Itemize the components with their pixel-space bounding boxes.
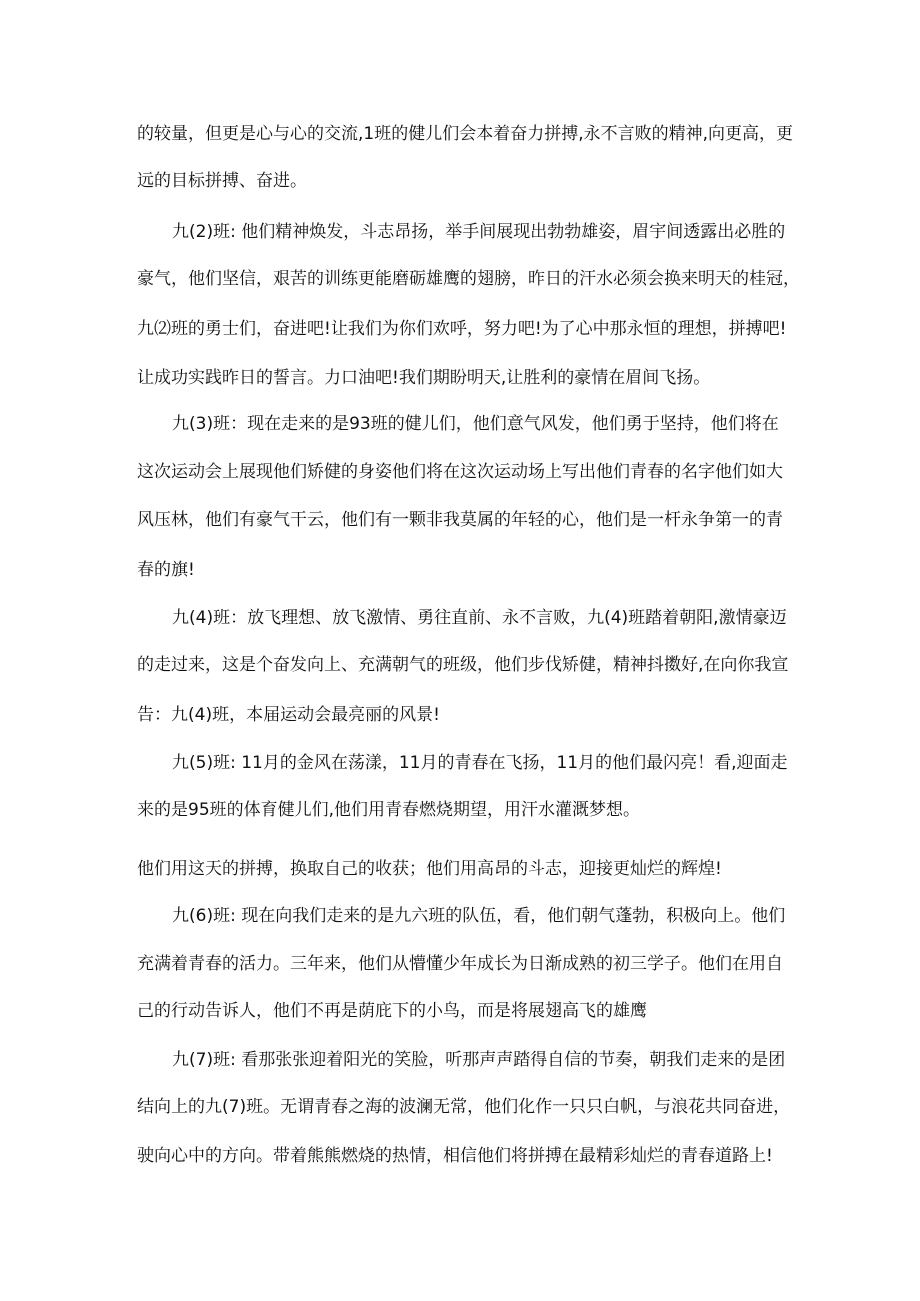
text-line: 的走过来，这是个奋发向上、充满朝气的班级，他们步伐矫健，精神抖擞好,在向你我宣 — [137, 655, 789, 675]
paragraph-class-5-line: 九(5)班: 11月的金风在荡漾，11月的青春在飞扬，11月的他们最闪亮！看,迎面走 — [172, 753, 788, 773]
text-line: 风压林，他们有豪气干云，他们有一颗非我莫属的年轻的心，他们是一杆永争第一的青 — [137, 510, 783, 530]
paragraph-class-7-line: 九(7)班: 看那张张迎着阳光的笑脸，听那声声踏得自信的节奏，朝我们走来的是团 — [172, 1050, 786, 1070]
text-line: 结向上的九(7)班。无谓青春之海的波澜无常，他们化作一只只白帆，与浪花共同奋进， — [137, 1097, 791, 1117]
text-line: 他们用这天的拼搏，换取自己的收获；他们用高昂的斗志，迎接更灿烂的辉煌! — [137, 859, 722, 879]
text-line: 来的是95班的体育健儿们,他们用青春燃烧期望，用汗水灌溉梦想。 — [137, 800, 641, 820]
text-line: 充满着青春的活力。三年来，他们从懵懂少年成长为日渐成熟的初三学子。他们在用自 — [137, 954, 783, 974]
text-line: 远的目标拼搏、奋进。 — [137, 171, 307, 191]
paragraph-class-4-line: 九(4)班：放飞理想、放飞激情、勇往直前、永不言败，九(4)班踏着朝阳,激情豪迈 — [172, 608, 787, 628]
paragraph-class-3-line: 九(3)班：现在走来的是93班的健儿们，他们意气风发，他们勇于坚持，他们将在 — [172, 414, 779, 434]
text-line: 的较量，但更是心与心的交流,1班的健儿们会本着奋力拼搏,永不言败的精神,向更高，更 — [137, 124, 794, 144]
text-line: 驶向心中的方向。带着熊熊燃烧的热情，相信他们将拼搏在最精彩灿烂的青春道路上! — [137, 1146, 773, 1166]
paragraph-class-2-line: 九(2)班: 他们精神焕发，斗志昂扬，举手间展现出勃勃雄姿，眉宇间透露出必胜的 — [172, 222, 786, 242]
text-line: 告：九(4)班，本届运动会最亮丽的风景! — [137, 705, 440, 725]
text-line: 九⑵班的勇士们，奋进吧!让我们为你们欢呼，努力吧!为了心中那永恒的理想，拼搏吧! — [137, 319, 787, 339]
text-line: 己的行动告诉人，他们不再是荫庇下的小鸟，而是将展翅高飞的雄鹰 — [137, 1001, 647, 1021]
text-line: 这次运动会上展现他们矫健的身姿他们将在这次运动场上写出他们青春的名字他们如大 — [137, 462, 783, 482]
text-line: 豪气，他们坚信，艰苦的训练更能磨砺雄鹰的翅膀，昨日的汗水必须会换来明天的桂冠， — [137, 269, 800, 289]
text-line: 春的旗! — [137, 560, 195, 580]
text-line: 让成功实践昨日的誓言。力口油吧!我们期盼明天,让胜利的豪情在眉间飞扬。 — [137, 368, 711, 388]
paragraph-class-6-line: 九(6)班: 现在向我们走来的是九六班的队伍，看，他们朝气蓬勃，积极向上。他们 — [172, 906, 786, 926]
